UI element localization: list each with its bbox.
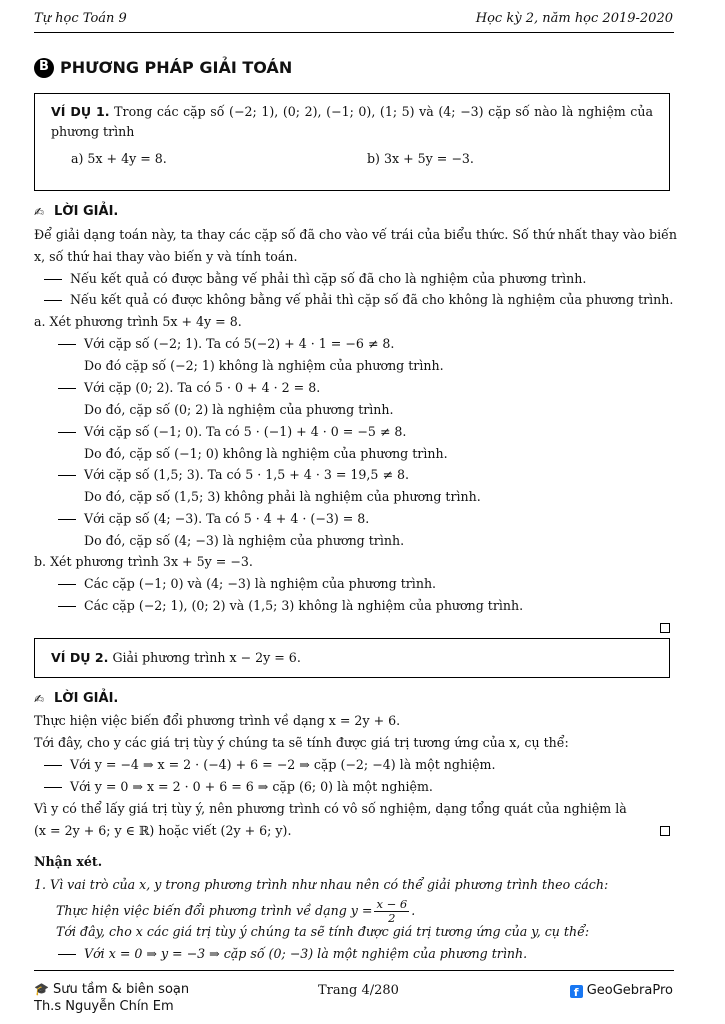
solution-2-line-2: Tới đây, cho y các giá trị tùy ý chúng ta sẽ tính được giá trị tương ứng của x, cụ thể:: [34, 735, 569, 750]
remark-item-1-case: [58, 945, 698, 963]
part-a-case: [58, 379, 698, 397]
fraction-numerator: x − 6: [376, 897, 408, 911]
example-1-part-b: b) 3x + 5y = −3.: [367, 151, 474, 167]
solution-2-conclusion-1: Vì y có thể lấy giá trị tùy ý, nên phương trình có vô số nghiệm, dạng tổng quát của nghiệm là: [34, 801, 627, 816]
example-1-question: [51, 102, 653, 142]
case-text: Với y = 0 ⇒ x = 2 · 0 + 6 = 6 ⇒ cặp (6; 0) là một nghiệm.: [70, 779, 433, 794]
solution-1-rule-1: [44, 270, 684, 288]
example-1-parts: [51, 150, 653, 172]
part-b-case: [58, 597, 698, 615]
footer-divider: [34, 970, 674, 971]
part-b-title: b. Xét phương trình 3x + 5y = −3.: [34, 554, 253, 569]
part-a-conclusion: Do đó, cặp số (4; −3) là nghiệm của phương trình.: [84, 533, 405, 548]
facebook-icon: f: [570, 985, 583, 998]
case-text: Với cặp số (−1; 0). Ta có 5 · (−1) + 4 · 0 = −5 ≠ 8.: [84, 424, 407, 439]
solution-1-rule-2: [44, 291, 684, 309]
header-divider: [34, 32, 674, 33]
section-title-text: PHƯƠNG PHÁP GIẢI TOÁN: [60, 58, 293, 77]
remark-item-1-line-2: [56, 898, 696, 924]
example-1-part-a: a) 5x + 4y = 8.: [71, 151, 167, 167]
footer-compiled-by: Sưu tầm & biên soạn: [52, 982, 190, 997]
footer-credits: [34, 982, 189, 1016]
header-semester: Học kỳ 2, năm học 2019-2020: [475, 11, 673, 26]
example-2-text: Giải phương trình x − 2y = 6.: [112, 650, 301, 665]
dash-bullet: [58, 432, 76, 433]
footer-social[interactable]: [570, 982, 673, 1001]
header-course-title: Tự học Toán 9: [34, 11, 127, 26]
part-a-conclusion: Do đó, cặp số (0; 2) là nghiệm của phương trình.: [84, 402, 394, 417]
case-text: Các cặp (−1; 0) và (4; −3) là nghiệm của phương trình.: [84, 576, 437, 591]
solution-2-line-1: Thực hiện việc biến đổi phương trình về dạng x = 2y + 6.: [34, 713, 401, 728]
dash-bullet: [58, 584, 76, 585]
dash-bullet: [44, 279, 62, 280]
case-text: Với cặp số (4; −3). Ta có 5 · 4 + 4 · (−3) = 8.: [84, 511, 370, 526]
dash-bullet: [58, 606, 76, 607]
remark-item-1: 1. Vì vai trò của x, y trong phương trình như nhau nên có thể giải phương trình theo cách:: [34, 877, 609, 892]
fraction: [374, 898, 409, 924]
rule-1-text: Nếu kết quả có được bằng vế phải thì cặp số đã cho là nghiệm của phương trình.: [70, 271, 587, 286]
part-a-case: [58, 335, 698, 353]
solution-2-conclusion-2: (x = 2y + 6; y ∈ ℝ) hoặc viết (2y + 6; y).: [34, 823, 292, 838]
case-text: Với cặp (0; 2). Ta có 5 · 0 + 4 · 2 = 8.: [84, 380, 321, 395]
solution-2-title: LỜI GIẢI.: [54, 691, 119, 706]
dash-bullet: [58, 475, 76, 476]
case-text: Các cặp (−2; 1), (0; 2) và (1,5; 3) không là nghiệm của phương trình.: [84, 598, 524, 613]
solution-1-heading: [34, 203, 674, 222]
example-1-label: VÍ DỤ 1.: [51, 104, 110, 119]
example-2-box: [34, 638, 670, 678]
pen-icon: ✍: [34, 691, 45, 706]
part-a-case: [58, 510, 698, 528]
qed-square-icon: [660, 826, 670, 836]
part-a-title: a. Xét phương trình 5x + 4y = 8.: [34, 314, 242, 329]
example-1-box: [34, 93, 670, 191]
dash-bullet: [44, 300, 62, 301]
remark-line-2-suffix: .: [411, 903, 416, 919]
fraction-denominator: 2: [388, 910, 396, 925]
footer-page-number: Trang 4/280: [318, 983, 399, 998]
part-a-case: [58, 423, 698, 441]
example-2-label: VÍ DỤ 2.: [51, 650, 109, 665]
pen-icon: ✍: [34, 204, 45, 219]
case-text: Với y = −4 ⇒ x = 2 · (−4) + 6 = −2 ⇒ cặp (−2; −4) là một nghiệm.: [70, 757, 496, 772]
case-text: Với cặp số (1,5; 3). Ta có 5 · 1,5 + 4 · 3 = 19,5 ≠ 8.: [84, 467, 410, 482]
rule-2-text: Nếu kết quả có được không bằng vế phải thì cặp số đã cho không là nghiệm của phương trình.: [70, 292, 674, 307]
example-1-text: Trong các cặp số (−2; 1), (0; 2), (−1; 0), (1; 5) và (4; −3) cặp số nào là nghiệm của phương trình: [51, 104, 653, 140]
section-badge: B: [34, 58, 54, 78]
solution-2-case: [44, 756, 684, 774]
qed-square-icon: [660, 623, 670, 633]
remark-item-1-line-3: Tới đây, cho x các giá trị tùy ý chúng ta sẽ tính được giá trị tương ứng của y, cụ thể:: [56, 924, 590, 939]
footer-social-name[interactable]: GeoGebraPro: [586, 983, 673, 998]
dash-bullet: [58, 344, 76, 345]
footer-author: Th.s Nguyễn Chín Em: [34, 998, 174, 1014]
part-a-conclusion: Do đó, cặp số (−1; 0) không là nghiệm của phương trình.: [84, 446, 448, 461]
dash-bullet: [58, 388, 76, 389]
part-a-case: [58, 466, 698, 484]
dash-bullet: [58, 954, 76, 955]
solution-2-heading: [34, 690, 674, 709]
solution-1-intro-2: x, số thứ hai thay vào biến y và tính toán.: [34, 249, 298, 264]
dash-bullet: [44, 787, 62, 788]
solution-1-title: LỜI GIẢI.: [54, 204, 119, 219]
part-a-conclusion: Do đó, cặp số (1,5; 3) không phải là nghiệm của phương trình.: [84, 489, 481, 504]
part-a-conclusion: Do đó cặp số (−2; 1) không là nghiệm của phương trình.: [84, 358, 444, 373]
solution-2-case: [44, 778, 684, 796]
part-b-case: [58, 575, 698, 593]
graduation-cap-icon: 🎓: [34, 982, 49, 996]
solution-1-intro-1: Để giải dạng toán này, ta thay các cặp số đã cho vào vế trái của biểu thức. Số thứ nhất thay vào biến: [34, 227, 677, 242]
case-text: Với x = 0 ⇒ y = −3 ⇒ cặp số (0; −3) là một nghiệm của phương trình.: [84, 946, 528, 961]
remark-title: Nhận xét.: [34, 854, 103, 869]
dash-bullet: [58, 519, 76, 520]
case-text: Với cặp số (−2; 1). Ta có 5(−2) + 4 · 1 = −6 ≠ 8.: [84, 336, 395, 351]
section-title: [34, 56, 292, 79]
remark-line-2-prefix: Thực hiện việc biến đổi phương trình về dạng y =: [56, 903, 373, 919]
dash-bullet: [44, 765, 62, 766]
